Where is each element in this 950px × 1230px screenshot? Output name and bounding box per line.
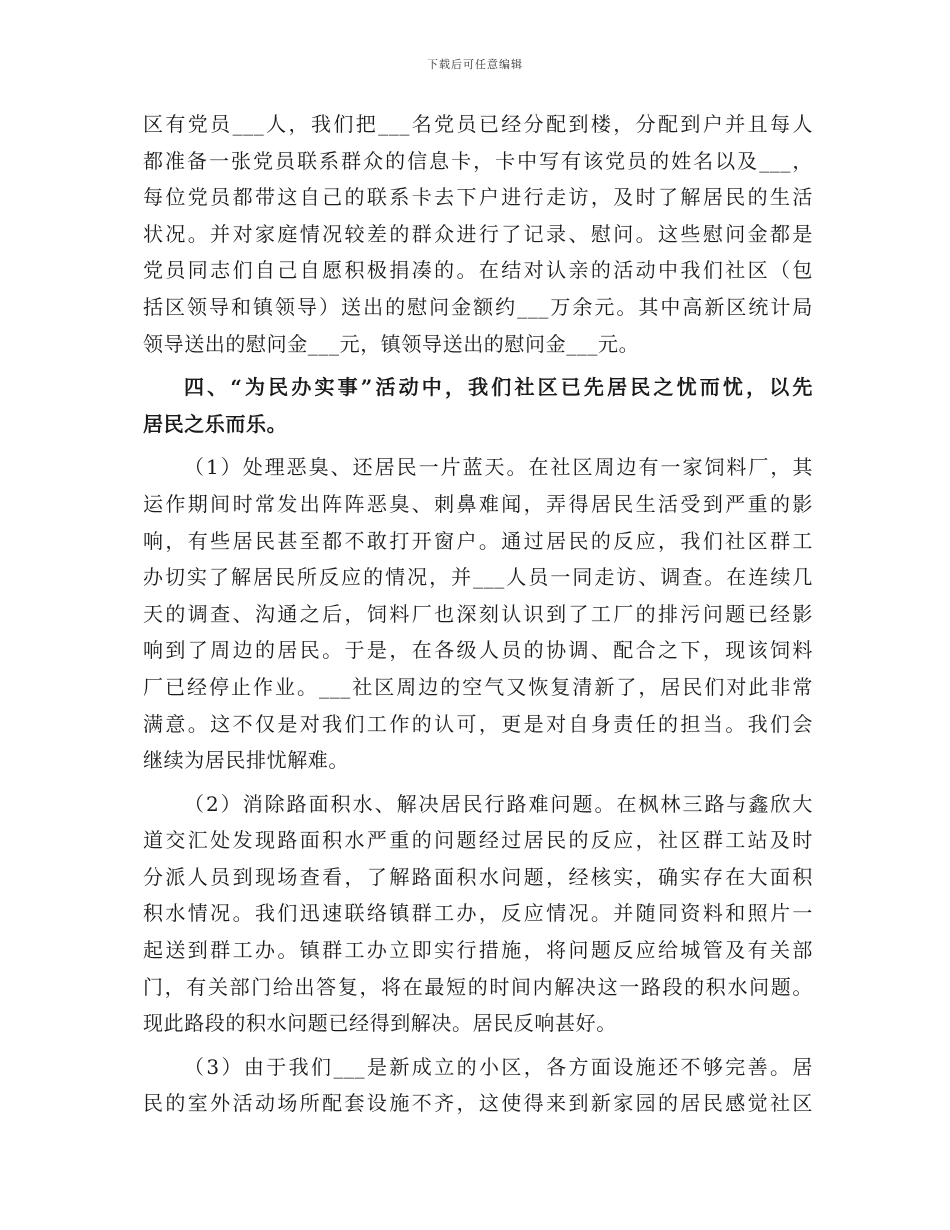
text-line: 每位党员都带这自己的联系卡去下户进行走访，及时了解居民的生活 — [143, 185, 813, 210]
text-line: 括区领导和镇领导）送出的慰问金额约___万余元。其中高新区统计局 — [143, 294, 813, 319]
text-line: 状况。并对家庭情况较差的群众进行了记录、慰问。这些慰问金都是 — [143, 221, 813, 246]
text-line: 积水情况。我们迅速联络镇群工办，反应情况。并随同资料和照片一 — [143, 901, 813, 926]
text-line: 响，有些居民甚至都不敢打开窗户。通过居民的反应，我们社区群工 — [143, 528, 813, 553]
text-line: （2）消除路面积水、解决居民行路难问题。在枫林三路与鑫欣大 — [184, 791, 813, 816]
text-line: 都准备一张党员联系群众的信息卡，卡中写有该党员的姓名以及___， — [143, 148, 813, 173]
text-line: 分派人员到现场查看，了解路面积水问题，经核实，确实存在大面积 — [143, 864, 813, 889]
text-line: 门，有关部门给出答复，将在最短的时间内解决这一路段的积水问题。 — [143, 974, 813, 999]
paragraph — [143, 786, 813, 1042]
text-line: 四、“为民办实事”活动中，我们社区已先居民之忧而忧，以先 — [184, 375, 813, 400]
paragraph — [143, 1049, 813, 1122]
paragraph — [143, 449, 813, 778]
text-line: 区有党员___人，我们把___名党员已经分配到楼，分配到户并且每人 — [143, 112, 813, 136]
text-line: 现此路段的积水问题已经得到解决。居民反响甚好。 — [143, 1011, 617, 1036]
text-line: 继续为居民排忧解难。 — [143, 748, 349, 773]
section-heading — [143, 369, 813, 442]
page-header: 下载后可任意编辑 — [427, 58, 523, 71]
document-body — [143, 106, 813, 1122]
text-line: 天的调查、沟通之后，饲料厂也深刻认识到了工厂的排污问题已经影 — [143, 601, 813, 626]
text-line: 办切实了解居民所反应的情况，并___人员一同走访、调查。在连续几 — [143, 565, 813, 590]
text-line: 领导送出的慰问金___元，镇领导送出的慰问金___元。 — [143, 331, 640, 356]
text-line: 运作期间时常发出阵阵恶臭、刺鼻难闻，弄得居民生活受到严重的影 — [143, 491, 813, 516]
text-line: （3）由于我们___是新成立的小区，各方面设施还不够完善。居 — [184, 1054, 813, 1079]
text-line: 党员同志们自己自愿积极捐凑的。在结对认亲的活动中我们社区（包 — [143, 258, 813, 283]
text-line: 道交汇处发现路面积水严重的问题经过居民的反应，社区群工站及时 — [143, 828, 813, 853]
text-line: 响到了周边的居民。于是，在各级人员的协调、配合之下，现该饲料 — [143, 638, 813, 663]
text-line: 起送到群工办。镇群工办立即实行措施，将问题反应给城管及有关部 — [143, 938, 813, 963]
paragraph — [143, 106, 813, 362]
text-line: 满意。这不仅是对我们工作的认可，更是对自身责任的担当。我们会 — [143, 711, 813, 736]
text-line: 厂已经停止作业。___社区周边的空气又恢复清新了，居民们对此非常 — [143, 674, 813, 699]
text-line: 居民之乐而乐。 — [143, 411, 288, 436]
text-line: 民的室外活动场所配套设施不齐，这使得来到新家园的居民感觉社区 — [143, 1091, 813, 1116]
text-line: （1）处理恶臭、还居民一片蓝天。在社区周边有一家饲料厂，其 — [184, 455, 813, 480]
